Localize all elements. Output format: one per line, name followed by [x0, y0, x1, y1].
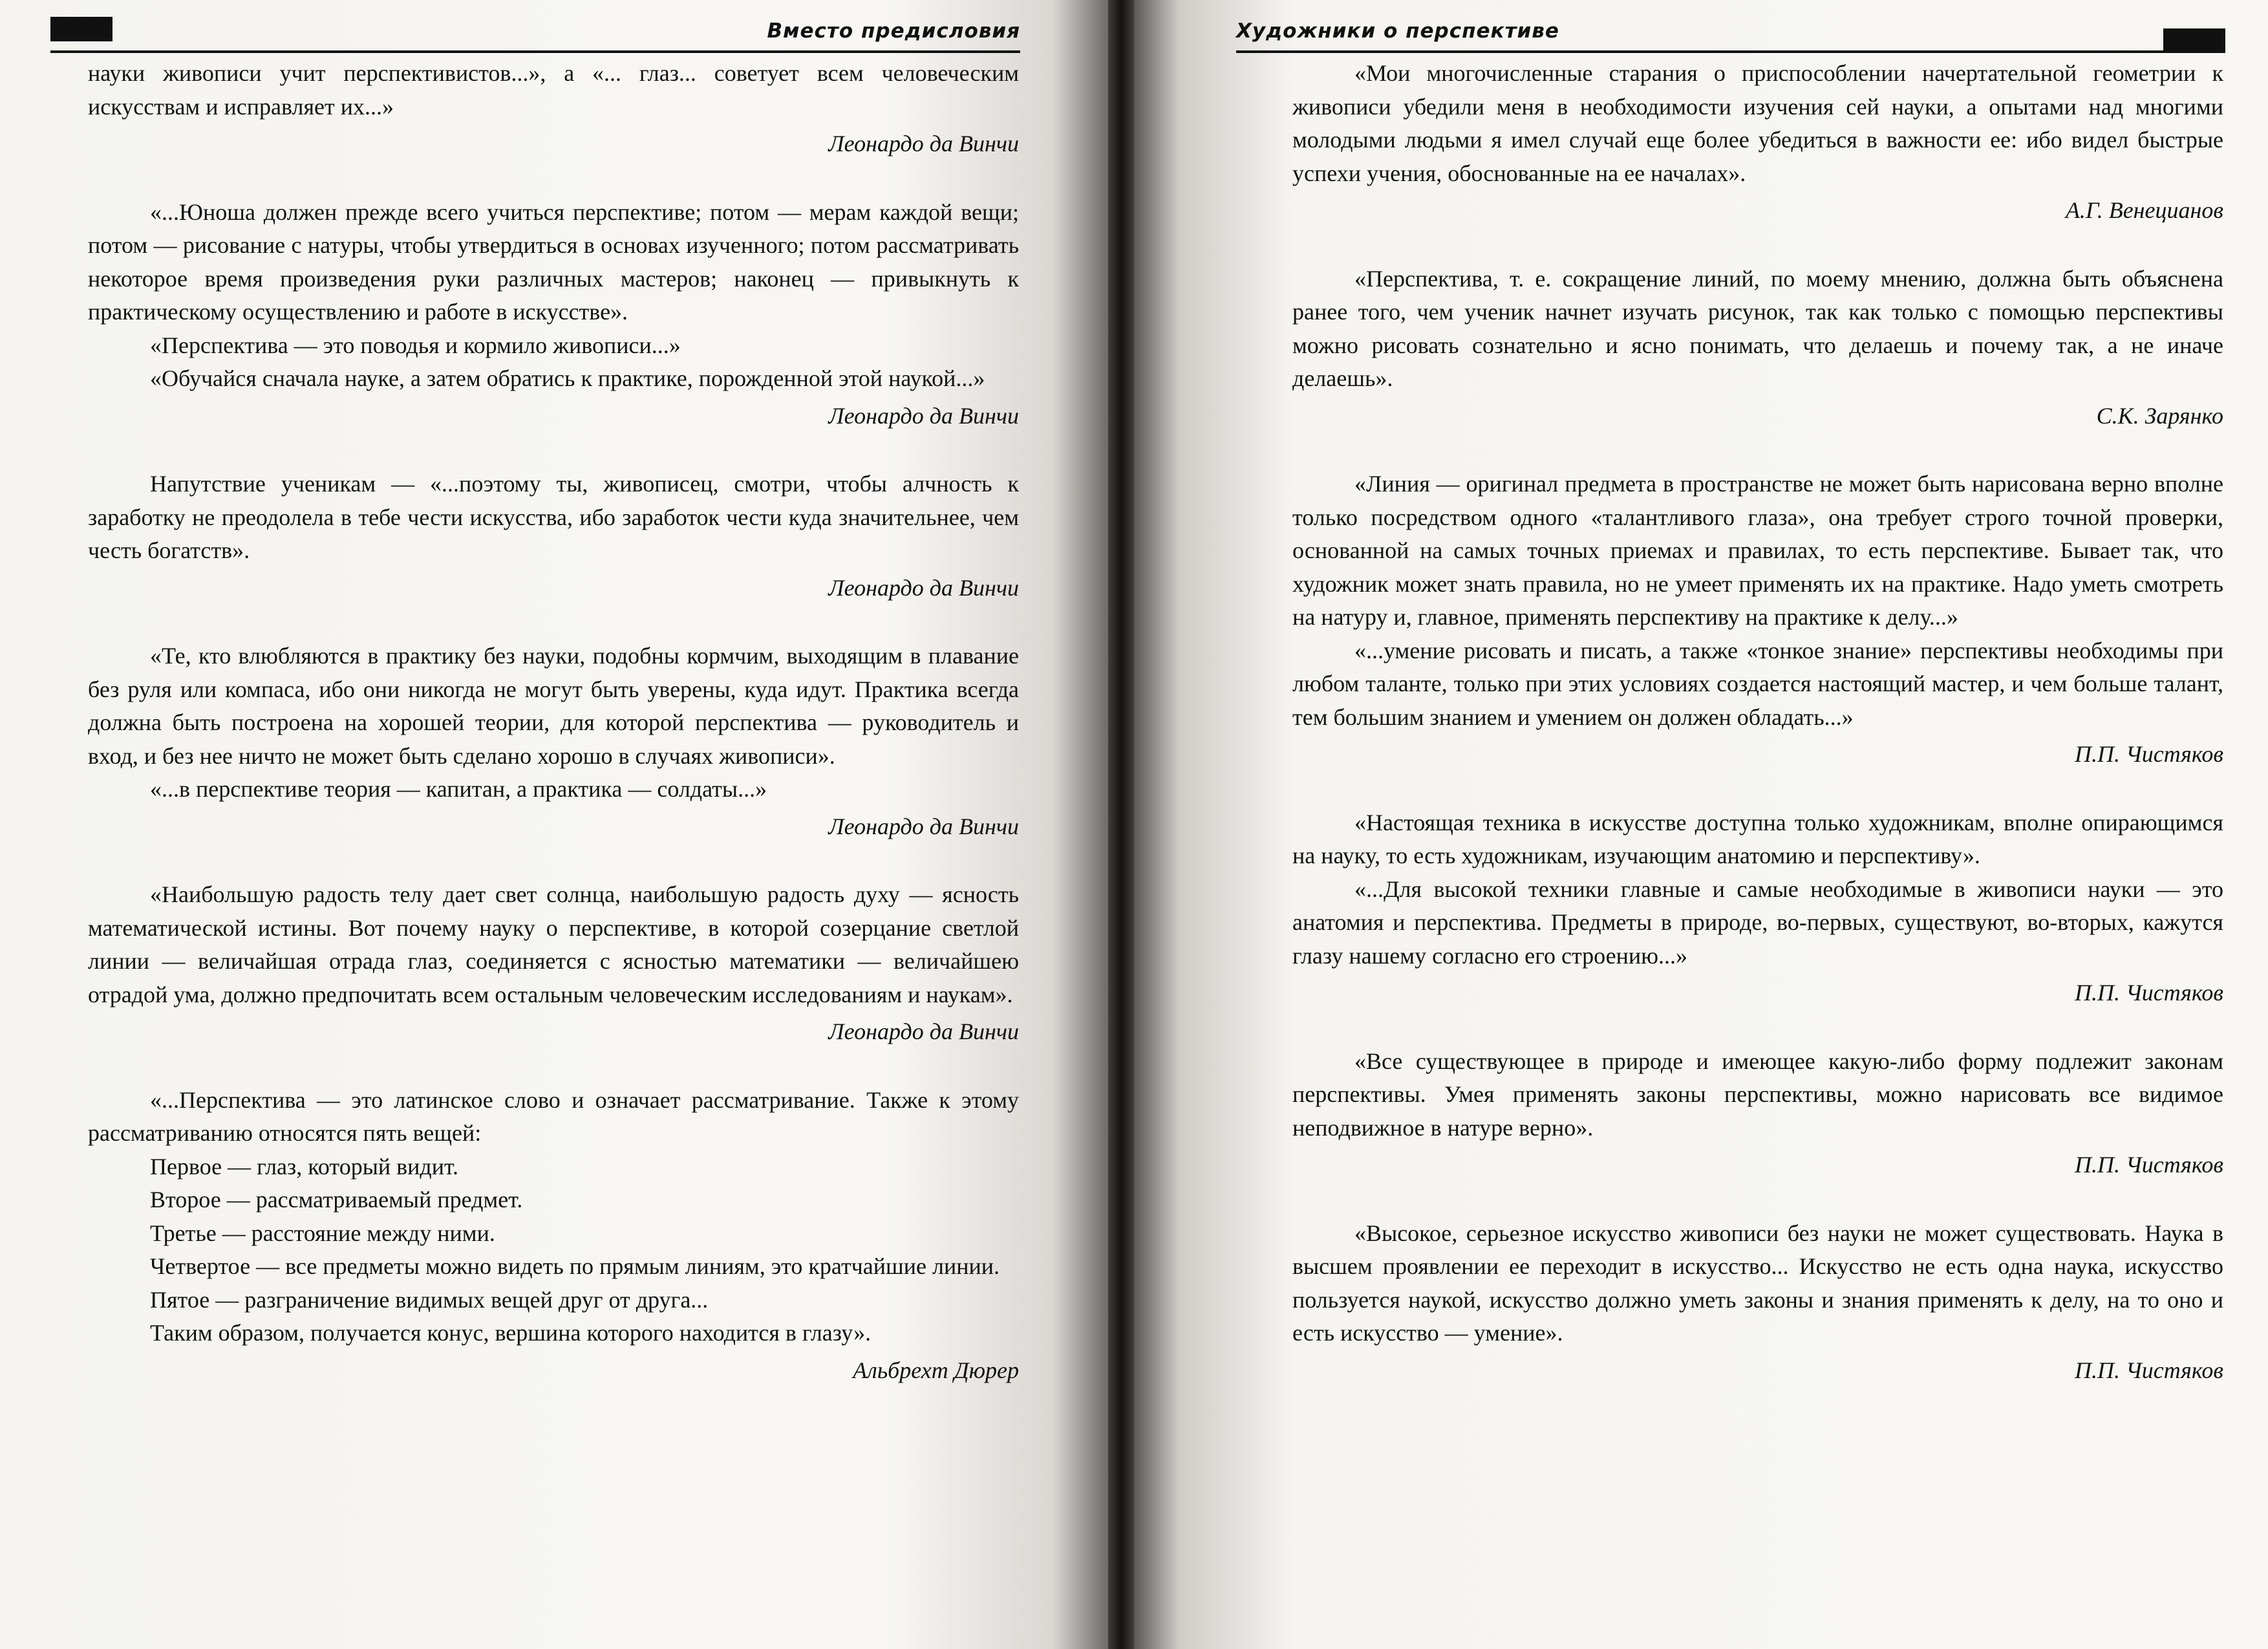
quote-paragraph: Третье — расстояние между ними. — [150, 1220, 495, 1246]
book-gutter — [1108, 0, 1134, 1649]
quote-author: Альбрехт Дюрер — [853, 1357, 1019, 1383]
quote-block — [1292, 263, 2223, 433]
left-page — [0, 0, 1108, 1649]
quote-block — [88, 878, 1019, 1049]
quote-author: П.П. Чистяков — [2074, 1152, 2223, 1178]
quote-author: П.П. Чистяков — [2074, 1357, 2223, 1383]
quote-paragraph: «...Для высокой техники главные и самые необходимые в живописи науки — это анатомия и перспектива. Предметы в природе, во-первых, существуют, во-вторых, кажутся глазу нашему согласно его строению...» — [1292, 876, 2223, 969]
quote-block — [1292, 57, 2223, 228]
quote-block — [88, 468, 1019, 605]
quote-block — [1292, 468, 2223, 771]
quote-paragraph: Напутствие ученикам — «...поэтому ты, живописец, смотри, чтобы алчность к заработку не преодолела в тебе чести искусства, ибо заработок чести куда значительнее, чем честь богатств». — [88, 471, 1019, 563]
quote-author: Леонардо да Винчи — [828, 1018, 1019, 1044]
quote-author: С.К. Зарянко — [2096, 402, 2223, 429]
quote-paragraph: Таким образом, получается конус, вершина которого находится в глазу». — [150, 1320, 872, 1346]
quote-author: Леонардо да Винчи — [828, 813, 1019, 839]
running-header-left — [50, 17, 1020, 53]
quote-paragraph: «Наибольшую радость телу дает свет солнца, наибольшую радость духу — ясность математической истины. Вот почему науку о перспективе, в которой созерцание светлой линии — величайшая отрада глаз, соединяется с ясностью математики — величайшею отрадой ума, должно предпочитать всем остальным человеческим исследованиям и наукам». — [88, 881, 1019, 1008]
quote-paragraph: «...умение рисовать и писать, а также «тонкое знание» перспективы необходимы при любом таланте, только при этих условиях создается настоящий мастер, и чем больше талант, тем большим знанием и умением он должен обладать...» — [1292, 637, 2223, 730]
quote-paragraph: «Мои многочисленные старания о приспособлении начертательной геометрии к живописи убедили меня в необходимости изучения сей науки, а опытами над многими молодыми людьми я имел случай еще более убедиться в важности ее: ибо видел быстрые успехи учения, обоснованные на ее началах». — [1292, 60, 2223, 186]
running-header-right — [1236, 17, 2225, 53]
quote-paragraph: «Перспектива — это поводья и кормило живописи...» — [150, 332, 681, 358]
quote-paragraph: «Настоящая техника в искусстве доступна только художникам, вполне опирающимся на науку, то есть художникам, изучающим анатомию и перспективу». — [1292, 809, 2223, 868]
quote-author: П.П. Чистяков — [2074, 980, 2223, 1006]
quote-paragraph: «Все существующее в природе и имеющее какую-либо форму подлежит законам перспективы. Умея применять законы перспективы, можно нарисовать все видимое неподвижное в натуре верно». — [1292, 1048, 2223, 1141]
header-title: Художники о перспективе — [1236, 19, 1559, 43]
quote-paragraph: «Обучайся сначала науке, а затем обратись к практике, порожденной этой наукой...» — [150, 365, 985, 391]
quote-paragraph: Пятое — разграничение видимых вещей друг от друга... — [150, 1286, 709, 1313]
quote-block — [1292, 1045, 2223, 1182]
quote-paragraph: Первое — глаз, который видит. — [150, 1153, 459, 1180]
text-column-right — [1292, 57, 2223, 1387]
quote-paragraph: «Те, кто влюбляются в практику без науки, подобны кормчим, выходящим в плавание без руля или компаса, ибо они никогда не могут быть уверены, куда идут. Практика всегда должна быть построена на хорошей теории, для которой перспектива — руководитель и вход, и без нее ничто не может быть сделано хорошо в случаях живописи». — [88, 643, 1019, 769]
quote-block — [88, 1084, 1019, 1388]
quote-block — [88, 640, 1019, 843]
quote-author: Леонардо да Винчи — [828, 574, 1019, 601]
quote-paragraph: «...Юноша должен прежде всего учиться перспективе; потом — мерам каждой вещи; потом — рисование с натуры, чтобы утвердиться в основах изученного; потом рассматривать некоторое время произведения руки различных мастеров; наконец — привыкнуть к практическому осуществлению и работе в искусстве». — [88, 199, 1019, 325]
quote-block — [1292, 806, 2223, 1010]
quote-author: А.Г. Венецианов — [2065, 197, 2223, 223]
quote-block — [88, 57, 1019, 161]
quote-paragraph: «Линия — оригинал предмета в пространстве не может быть нарисована верно вполне только посредством одного «талантливого глаза», она требует строго точной проверки, основанной на самых точных приемах и правилах, то есть перспективе. Бывает так, что художник может знать правила, но не умеет применять их на практике. Надо уметь смотреть на натуру и, главное, применять перспективу на практике к делу...» — [1292, 471, 2223, 630]
header-title: Вместо предисловия — [767, 19, 1020, 43]
quote-paragraph: «...в перспективе теория — капитан, а практика — солдаты...» — [150, 776, 767, 802]
quote-paragraph: Четвертое — все предметы можно видеть по прямым линиям, это кратчайшие линии. — [150, 1253, 1000, 1279]
quote-block — [1292, 1217, 2223, 1388]
quote-paragraph: «...Перспектива — это латинское слово и означает рассматривание. Также к этому рассматриванию относятся пять вещей: — [88, 1086, 1019, 1146]
quote-author: Леонардо да Винчи — [828, 402, 1019, 429]
right-page — [1134, 0, 2268, 1649]
header-black-bar — [2163, 28, 2225, 53]
quote-block — [88, 196, 1019, 433]
quote-paragraph: науки живописи учит перспективистов...», а «... глаз... советует всем человеческим искусствам и исправляет их...» — [88, 60, 1019, 120]
quote-author: Леонардо да Винчи — [828, 131, 1019, 156]
quote-paragraph: Второе — рассматриваемый предмет. — [150, 1187, 523, 1212]
quote-paragraph: «Высокое, серьезное искусство живописи без науки не может существовать. Наука в высшем проявлении ее переходит в искусство... Искусство не есть одна наука, искусство пользуется наукой, искусство должно уметь законы и знания применять к делу, на то оно и есть искусство — умение». — [1292, 1220, 2223, 1346]
header-black-bar — [50, 17, 112, 41]
quote-author: П.П. Чистяков — [2074, 741, 2223, 767]
quote-paragraph: «Перспектива, т. е. сокращение линий, по моему мнению, должна быть объяснена ранее того, чем ученик начнет изучать рисунок, так как только с помощью перспективы можно рисовать сознательно и ясно понимать, что делаешь и почему так, а не иначе делаешь». — [1292, 265, 2223, 391]
text-column-left — [88, 57, 1019, 1387]
